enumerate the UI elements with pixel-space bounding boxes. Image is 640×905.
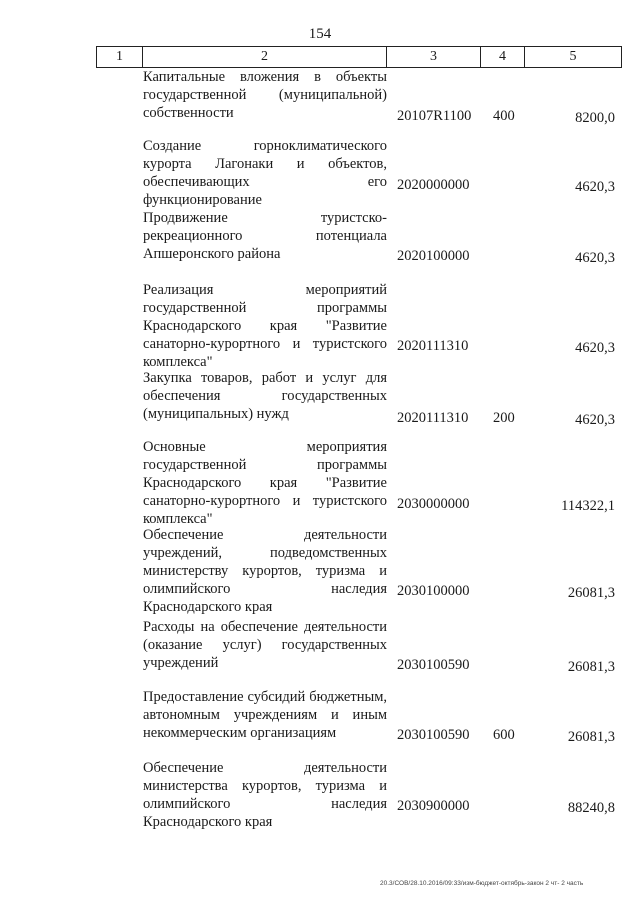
header-col-1: 1 — [97, 47, 143, 67]
header-col-4: 4 — [481, 47, 525, 67]
row-name: Создание горноклиматического курорта Лагонаки и объектов, обеспечивающих его функционирование — [143, 138, 387, 208]
row-amount: 26081,3 — [567, 659, 615, 675]
row-name: Закупка товаров, работ и услуг для обеспечения государственных (муниципальных) нужд — [143, 370, 387, 422]
row-code: 2030100000 — [397, 583, 470, 599]
row-code: 2020000000 — [397, 177, 470, 193]
row-type: 200 — [493, 410, 515, 426]
row-amount: 4620,3 — [575, 250, 615, 266]
header-col-2: 2 — [143, 47, 387, 67]
row-name: Основные мероприятия государственной программы Краснодарского края "Развитие санаторно-курортного и туристского комплекса" — [143, 439, 387, 527]
row-name: Обеспечение деятельности учреждений, подведомственных министерству курортов, туризма и олимпийского наследия Краснодарского края — [143, 527, 387, 615]
row-name: Расходы на обеспечение деятельности (оказание услуг) государственных учреждений — [143, 619, 387, 671]
row-code: 2020111310 — [397, 410, 469, 426]
row-amount: 4620,3 — [575, 412, 615, 428]
row-code: 2020100000 — [397, 248, 470, 264]
row-code: 2030900000 — [397, 798, 470, 814]
header-col-3: 3 — [387, 47, 481, 67]
row-amount: 114322,1 — [561, 498, 615, 514]
row-name: Капитальные вложения в объекты государственной (муниципальной) собственности — [143, 69, 387, 121]
row-code: 2020111310 — [397, 338, 469, 354]
row-amount: 4620,3 — [575, 340, 615, 356]
row-name: Предоставление субсидий бюджетным, автономным учреждениям и иным некоммерческим организациям — [143, 689, 387, 741]
row-code: 2030100590 — [397, 727, 470, 743]
row-name: Продвижение туристско-рекреационного потенциала Апшеронского района — [143, 210, 387, 262]
row-name: Реализация мероприятий государственной программы Краснодарского края "Развитие санаторно-курортного и туристского комплекса" — [143, 282, 387, 370]
row-code: 2030100590 — [397, 657, 470, 673]
row-code: 2030000000 — [397, 496, 470, 512]
row-name: Обеспечение деятельности министерства курортов, туризма и олимпийского наследия Краснодарского края — [143, 760, 387, 830]
table-header — [96, 46, 622, 68]
row-type: 600 — [493, 727, 515, 743]
footer-path: 20.3/СОВ/28.10.2016/09:33/изм-бюджет-октябрь-закон 2 чт- 2 часть — [380, 880, 584, 887]
row-amount: 88240,8 — [567, 800, 615, 816]
row-amount: 26081,3 — [567, 585, 615, 601]
header-col-5: 5 — [569, 49, 577, 64]
row-type: 400 — [493, 108, 515, 124]
page-number: 154 — [308, 26, 332, 42]
row-code: 20107R1100 — [397, 108, 472, 124]
row-amount: 4620,3 — [575, 179, 615, 195]
row-amount: 8200,0 — [575, 110, 615, 126]
row-amount: 26081,3 — [567, 729, 615, 745]
